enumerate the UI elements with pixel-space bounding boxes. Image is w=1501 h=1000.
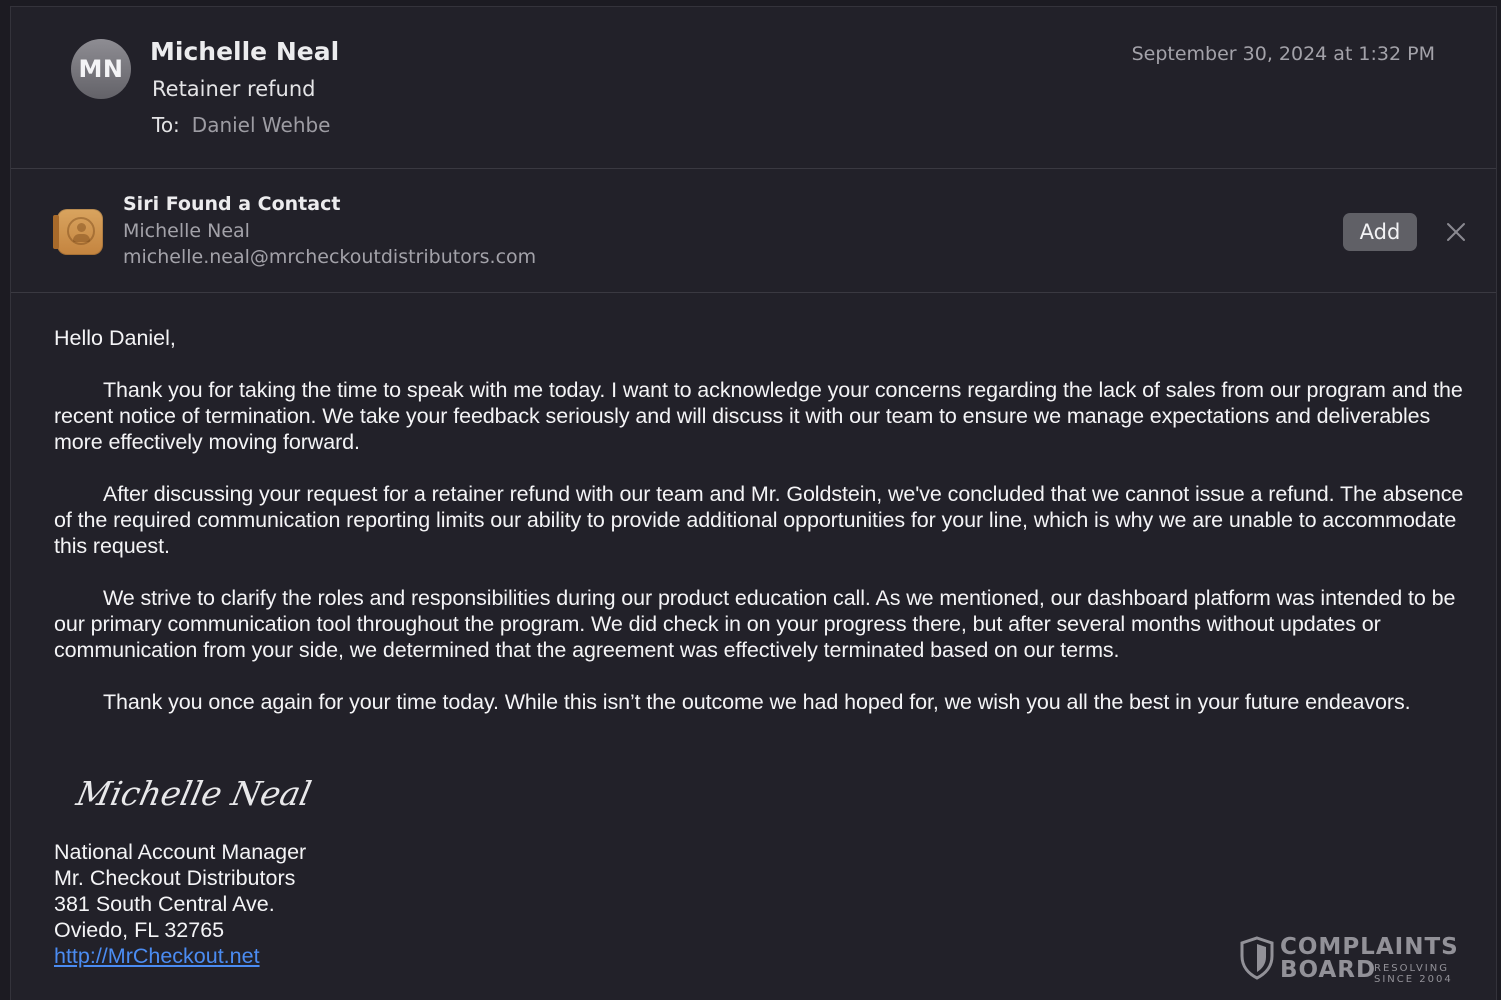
sender-name[interactable]: Michelle Neal — [150, 37, 340, 66]
siri-banner-title: Siri Found a Contact — [123, 193, 341, 215]
svg-text:Michelle Neal: Michelle Neal — [73, 774, 315, 813]
body-paragraph: We strive to clarify the roles and responsibilities during our product education call. As we mentioned, our dashboard platform was intended to be our primary communication tool throughout the program. We did check in on your progress there, but after several months without updates or communication from your side, we determined that the agreement was effectively terminated based on our terms. — [54, 586, 1456, 662]
avatar: MN — [71, 39, 131, 99]
contacts-app-icon — [57, 209, 103, 255]
siri-contact-banner — [11, 169, 1496, 293]
company-website-link[interactable]: http://MrCheckout.net — [54, 944, 260, 968]
greeting: Hello Daniel, — [54, 326, 176, 350]
complaints-board-watermark — [1239, 935, 1459, 987]
handwritten-signature — [73, 767, 315, 819]
shield-icon — [1239, 936, 1275, 980]
mail-message-window — [10, 6, 1497, 1000]
watermark-line1: COMPLAINTS — [1280, 934, 1459, 960]
body-paragraph: After discussing your request for a retainer refund with our team and Mr. Goldstein, we've concluded that we cannot issue a refund. The absence of the required communication reporting limits our ability to provide additional opportunities for your line, which is why we are unable to accommodate this request. — [54, 482, 1464, 558]
sig-title: National Account Manager — [54, 840, 307, 864]
message-timestamp: September 30, 2024 at 1:32 PM — [1131, 43, 1435, 65]
recipient-name[interactable]: Daniel Wehbe — [191, 113, 331, 137]
watermark-small1: RESOLVING — [1374, 963, 1449, 974]
add-contact-button[interactable]: Add — [1343, 213, 1417, 251]
watermark-small2: SINCE 2004 — [1374, 974, 1453, 985]
body-paragraph: Thank you for taking the time to speak with me today. I want to acknowledge your concerns regarding the lack of sales from our program and the recent notice of termination. We take your feedback seriously and will discuss it with our team to ensure we manage expectations and deliverables more effectively moving forward. — [54, 378, 1463, 454]
message-body — [54, 325, 1474, 741]
close-icon[interactable] — [1445, 221, 1467, 243]
siri-contact-email: michelle.neal@mrcheckoutdistributors.com — [123, 246, 537, 268]
subject-line: Retainer refund — [152, 77, 316, 101]
siri-contact-name: Michelle Neal — [123, 220, 250, 242]
to-label: To: — [152, 113, 180, 137]
signature-block — [54, 839, 306, 969]
sig-address-line2: Oviedo, FL 32765 — [54, 918, 225, 942]
sig-company: Mr. Checkout Distributors — [54, 866, 296, 890]
watermark-line2: BOARD — [1280, 957, 1377, 983]
sig-address-line1: 381 South Central Ave. — [54, 892, 275, 916]
body-paragraph: Thank you once again for your time today. While this isn’t the outcome we had hoped for, we wish you all the best in your future endeavors. — [103, 690, 1411, 714]
recipient-row — [152, 113, 331, 137]
message-header — [11, 7, 1496, 169]
